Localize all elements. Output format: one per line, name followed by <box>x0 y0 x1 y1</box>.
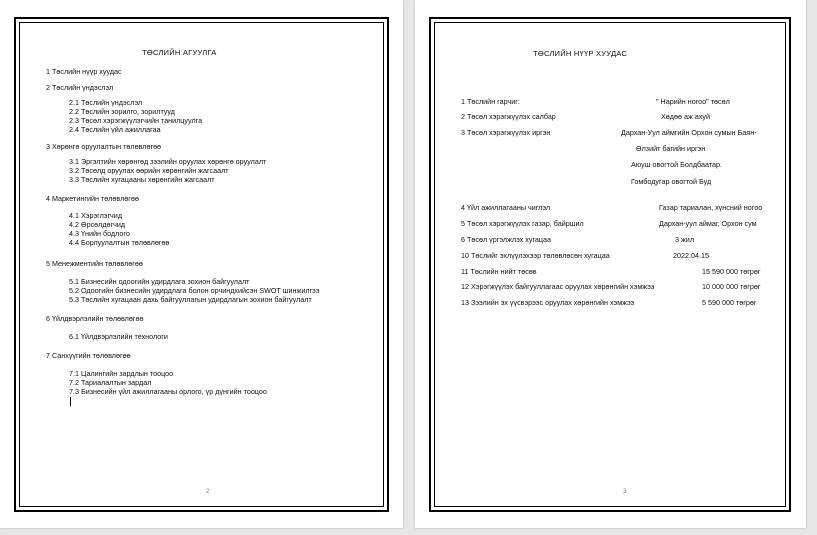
field-value: 2022.04.15 <box>673 251 709 260</box>
page-title: ТӨСЛИЙН АГУУЛГА <box>142 48 217 57</box>
toc-section: 7 Санхүүгийн төлөвлөгөө <box>46 351 131 360</box>
field-label: 12 Хэрэгжүүлэх байгууллагаас оруулах хөрөнгийн хэмжээ <box>461 282 655 291</box>
field-label: 13 Зээлийн эх үүсвэрээс оруулах хөрөнгийн хэмжээ <box>461 298 635 307</box>
field-value: " Нарийн ногоо" төсөл <box>656 97 730 106</box>
field-value: Өлзийт багийн иргэн <box>636 144 706 153</box>
field-value: Газар тариалан, хүнсний ногоо <box>659 203 763 212</box>
field-label: 6 Төсөл үргэлжлэх хугацаа <box>461 235 552 244</box>
toc-section: 1 Төслийн нүүр хуудас <box>46 67 122 76</box>
field-label: 2 Төсөл хэрэгжүүлэх салбар <box>461 112 556 121</box>
text-cursor <box>70 397 71 406</box>
field-label: 5 Төсөл хэрэгжүүлэх газар, байршил <box>461 219 584 228</box>
toc-item: 2.1 Төслийн үндэслэл <box>69 98 143 107</box>
page-border-inner <box>434 22 786 507</box>
toc-item: 2.2 Төслийн зорилго, зорилтууд <box>69 107 175 116</box>
field-value: 10 000 000 төгрөг <box>702 282 761 291</box>
field-value: Хөдөө аж ахуй <box>661 112 710 121</box>
toc-item: 5.2 Одоогийн бизнесийн удирдлага болон орчиндхийсэн SWOT шинжилгээ <box>69 286 320 295</box>
page-number: 3 <box>623 489 627 495</box>
toc-item: 6.1 Үйлдвэрлэлийн технологи <box>69 332 168 341</box>
toc-item: 4.2 Өрсөлдөгчид <box>69 220 126 229</box>
toc-item: 4.3 Үнийн бодлого <box>69 229 130 238</box>
toc-item: 3.2 Төсөлд оруулах өөрийн хөрөнгийн жагсаалт <box>69 166 229 175</box>
page-title: ТӨСЛИЙН НҮҮР ХУУДАС <box>533 49 628 58</box>
field-value: Аюуш овогтой Болдбаатар. <box>631 160 723 169</box>
field-label: 3 Төсөл хэрэгжүүлэх иргэн <box>461 128 551 137</box>
field-label: 11 Төслийн нийт төсөв <box>461 267 537 276</box>
toc-section: 6 Үйлдвэрлэлийн төлөвлөгөө <box>46 314 144 323</box>
toc-item: 2.4 Төслийн үйл ажиллагаа <box>69 125 161 134</box>
field-value: 3 жил <box>675 235 695 244</box>
field-label: 1 Төслийн гарчиг: <box>461 97 520 106</box>
toc-item: 3.1 Эргэлтийн хөрөнгөд зээлийн оруулах хөрөнгө оруулалт <box>69 157 267 166</box>
page-number: 2 <box>206 489 210 495</box>
document-page-2[interactable] <box>0 0 403 528</box>
toc-item: 7.3 Бизнесийн үйл ажиллагааны орлого, үр дүнгийн тооцоо <box>69 387 267 396</box>
toc-section: 3 Хөрөнгө оруулалтын төлөвлөгөө <box>46 142 162 151</box>
toc-item: 7.1 Цалингийн зардлын тооцоо <box>69 369 174 378</box>
toc-section: 2 Төслийн үндэслэл <box>46 83 114 92</box>
toc-section: 5 Менежментийн төлөвлөгөө <box>46 259 143 268</box>
field-value: Дархан-уул аймаг, Орхон сум <box>659 219 757 228</box>
field-value: Дархан-Уул аймгийн Орхон сумын Баян- <box>621 128 757 137</box>
field-value: Гомбодугар овогтой Буд <box>631 177 712 186</box>
toc-item: 5.3 Төслийн хугацаан дахь байгууллагын удирдлагын зохион байгуулалт <box>69 295 312 304</box>
toc-item: 4.1 Хэрэглэгчид <box>69 211 123 220</box>
field-value: 15 590 000 төгрөг <box>702 267 761 276</box>
toc-item: 2.3 Төсөл хэрэгжүүлэгчийн танилцуулга <box>69 116 203 125</box>
field-label: 10 Төслийг эхлүүлэхээр төлөвлөсөн хугацаа <box>461 251 610 260</box>
toc-item: 5.1 Бизнесийн одоогийн удирдлага зохион байгуулалт <box>69 277 250 286</box>
toc-item: 4.4 Борлуулалтын төлөвлөгөө <box>69 238 170 247</box>
toc-item: 7.2 Тариалалтын зардал <box>69 378 152 387</box>
document-page-3[interactable] <box>415 0 806 528</box>
toc-section: 4 Маркетингийн төлөвлөгөө <box>46 194 139 203</box>
field-label: 4 Үйл ажиллагааны чиглэл <box>461 203 551 212</box>
toc-item: 3.3 Төслийн хугацааны хөрөнгийн жагсаалт <box>69 175 215 184</box>
field-value: 5 590 000 төгрөг <box>702 298 757 307</box>
